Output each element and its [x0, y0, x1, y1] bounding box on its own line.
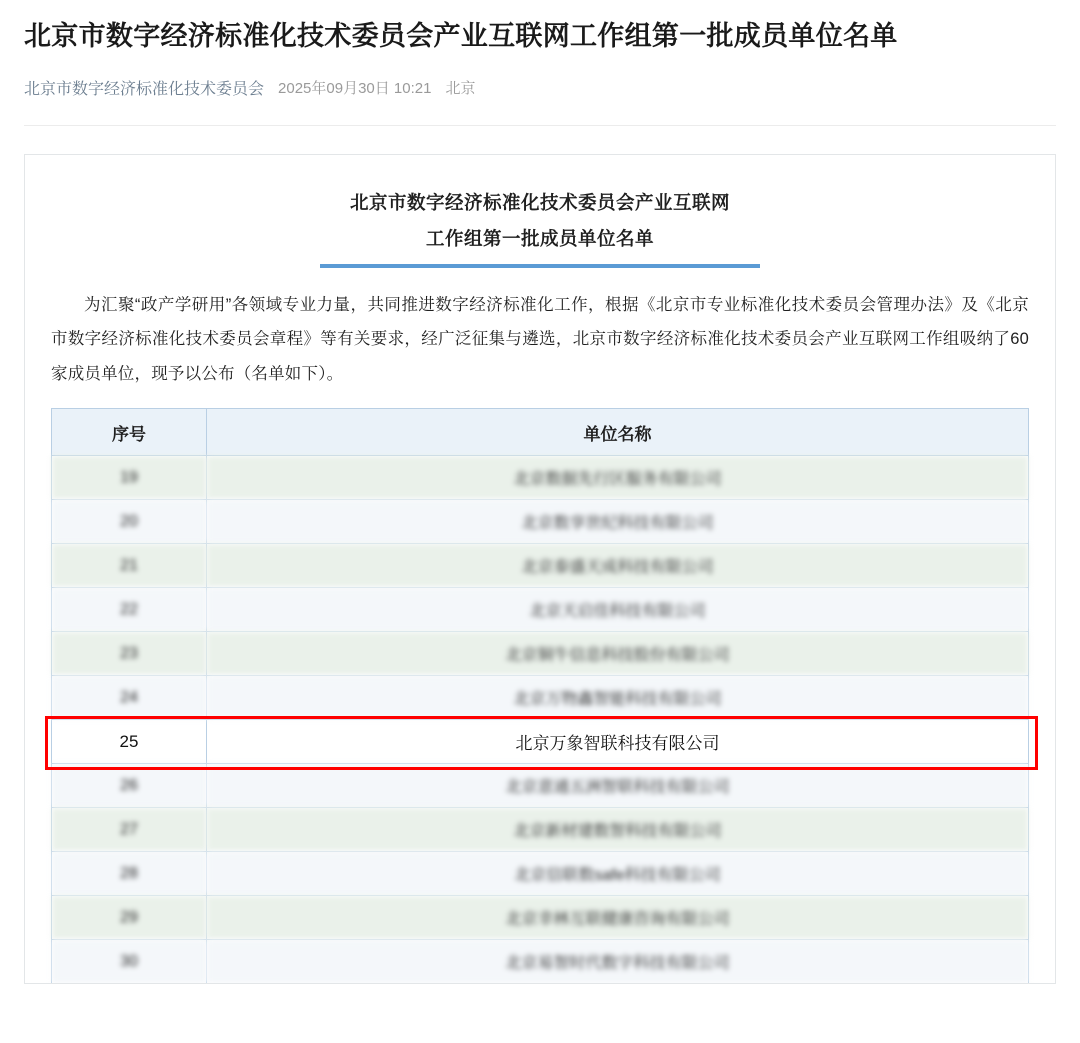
table-header-row — [52, 409, 1029, 456]
cell-index: 28 — [52, 852, 207, 896]
cell-index: 25 — [52, 720, 207, 764]
column-header-index: 序号 — [52, 409, 207, 456]
cell-unit-name: 北京数据先行区服务有限公司 — [207, 456, 1029, 500]
table-row — [52, 940, 1029, 984]
table-row — [52, 808, 1029, 852]
cell-unit-name: 北京万物鑫智能科技有限公司 — [207, 676, 1029, 720]
header-divider — [24, 125, 1056, 126]
cell-unit-name: 北京意通五洲智联科技有限公司 — [207, 764, 1029, 808]
table-row — [52, 764, 1029, 808]
article-page — [0, 18, 1080, 1043]
byline-location: 北京 — [445, 80, 476, 98]
byline — [24, 76, 1056, 99]
cell-unit-name: 北京天启佳科技有限公司 — [207, 588, 1029, 632]
document-heading-line-2: 工作组第一批成员单位名单 — [425, 227, 654, 249]
column-header-name: 单位名称 — [207, 409, 1029, 456]
cell-unit-name: 北京铜牛信息科技股份有限公司 — [207, 632, 1029, 676]
cell-index: 29 — [52, 896, 207, 940]
cell-index: 23 — [52, 632, 207, 676]
document-paragraph: 为汇聚“政产学研用”各领域专业力量，共同推进数字经济标准化工作，根据《北京市专业标准化技术委员会管理办法》及《北京市数字经济标准化技术委员会章程》等有关要求，经广泛征集与遴选，北京市数字经济标准化技术委员会产业互联网工作组吸纳了60家成员单位，现予以公布（名单如下）。 — [51, 295, 1029, 383]
table-row — [52, 676, 1029, 720]
page-title: 北京市数字经济标准化技术委员会产业互联网工作组第一批成员单位名单 — [24, 21, 898, 51]
cell-index: 30 — [52, 940, 207, 984]
table-row — [52, 456, 1029, 500]
cell-unit-name: 北京易智时代数字科技有限公司 — [207, 940, 1029, 984]
table-row — [52, 632, 1029, 676]
cell-index: 22 — [52, 588, 207, 632]
cell-index: 20 — [52, 500, 207, 544]
byline-date: 2025年09月30日 10:21 — [278, 80, 432, 98]
cell-index: 21 — [52, 544, 207, 588]
byline-source[interactable]: 北京市数字经济标准化技术委员会 — [24, 81, 265, 99]
table-row — [52, 720, 1029, 764]
cell-index: 24 — [52, 676, 207, 720]
cell-unit-name: 北京泰盛天成科技有限公司 — [207, 544, 1029, 588]
member-units-table — [51, 408, 1029, 984]
heading-accent-rule — [320, 264, 760, 268]
document-heading — [51, 185, 1029, 255]
table-row — [52, 896, 1029, 940]
cell-unit-name: 北京信联数safe科技有限公司 — [207, 852, 1029, 896]
document-card — [24, 154, 1056, 984]
table-row — [52, 588, 1029, 632]
document-heading-line-1: 北京市数字经济标准化技术委员会产业互联网 — [349, 192, 730, 214]
cell-unit-name: 北京数享世纪科技有限公司 — [207, 500, 1029, 544]
cell-unit-name: 北京万象智联科技有限公司 — [207, 720, 1029, 764]
cell-index: 27 — [52, 808, 207, 852]
cell-index: 19 — [52, 456, 207, 500]
table-row — [52, 852, 1029, 896]
table-row — [52, 544, 1029, 588]
table-row — [52, 500, 1029, 544]
byline-meta — [278, 77, 475, 98]
cell-unit-name: 北京新材建数智科技有限公司 — [207, 808, 1029, 852]
cell-unit-name: 北京幸林互联健康咨询有限公司 — [207, 896, 1029, 940]
cell-index: 26 — [52, 764, 207, 808]
